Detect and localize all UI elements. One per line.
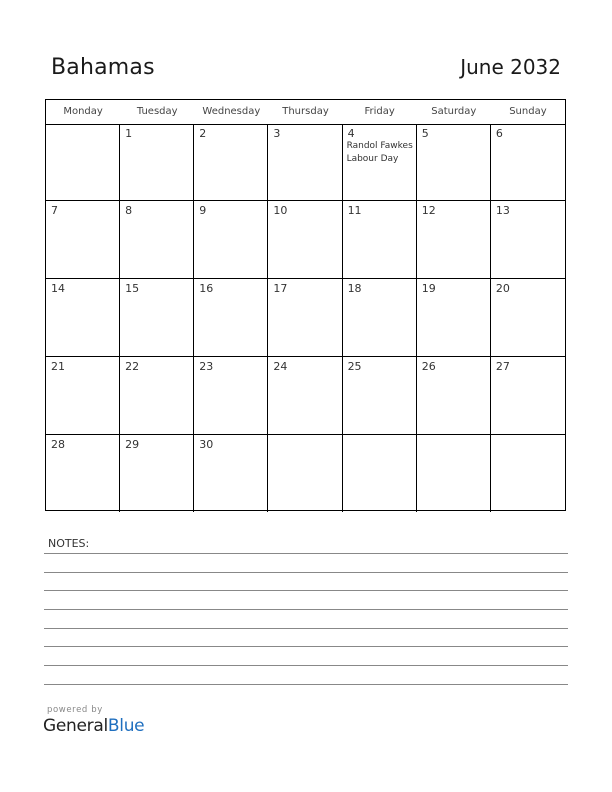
weekday-sunday: Sunday <box>509 106 547 117</box>
day-number: 12 <box>421 204 436 217</box>
calendar-country-title: Bahamas <box>51 55 155 80</box>
notes-line <box>44 572 568 573</box>
day-cell <box>491 357 565 435</box>
day-number: 14 <box>51 282 65 295</box>
day-number: 9 <box>199 204 207 217</box>
day-number: 4 <box>347 127 355 140</box>
day-number: 18 <box>347 282 362 295</box>
day-number: 26 <box>421 360 436 373</box>
day-cell <box>417 357 491 435</box>
day-cell <box>417 201 491 279</box>
day-number: 3 <box>273 127 281 140</box>
day-cell <box>46 357 120 435</box>
day-cell <box>343 357 417 435</box>
weekday-saturday: Saturday <box>431 106 477 117</box>
day-number: 17 <box>273 282 288 295</box>
day-cell <box>120 124 194 201</box>
day-number: 13 <box>495 204 510 217</box>
notes-line <box>44 553 568 554</box>
holiday-event: Randol Fawkes Labour Day <box>346 141 413 164</box>
generalblue-logo <box>43 716 144 736</box>
calendar-month-year: June 2032 <box>460 55 561 79</box>
calendar-days <box>46 124 565 510</box>
day-cell <box>491 124 565 201</box>
day-number: 7 <box>51 204 58 217</box>
day-cell <box>120 201 194 279</box>
day-cell <box>491 279 565 357</box>
day-number: 29 <box>125 438 140 451</box>
day-number: 5 <box>421 127 429 140</box>
day-number: 24 <box>273 360 288 373</box>
day-number: 30 <box>199 438 214 451</box>
day-cell <box>120 435 194 512</box>
day-cell <box>343 435 417 512</box>
day-cell <box>417 124 491 201</box>
weekday-monday: Monday <box>63 106 103 117</box>
day-cell <box>120 279 194 357</box>
day-cell <box>268 201 342 279</box>
day-cell <box>268 124 342 201</box>
day-number: 25 <box>347 360 362 373</box>
day-cell <box>120 357 194 435</box>
day-cell <box>194 124 268 201</box>
day-cell <box>46 435 120 512</box>
day-cell <box>343 201 417 279</box>
day-cell <box>343 279 417 357</box>
day-cell <box>491 201 565 279</box>
notes-line <box>44 609 568 610</box>
notes-label: NOTES: <box>48 537 90 550</box>
day-cell <box>417 279 491 357</box>
day-cell <box>417 435 491 512</box>
day-cell <box>194 435 268 512</box>
notes-line <box>44 628 568 629</box>
day-cell <box>46 124 120 201</box>
day-number: 2 <box>199 127 207 140</box>
day-number: 22 <box>125 360 140 373</box>
brand-general: General <box>43 716 108 736</box>
weekday-header-row <box>46 100 565 125</box>
notes-line <box>44 590 568 591</box>
day-number: 23 <box>199 360 214 373</box>
day-number: 27 <box>495 360 510 373</box>
day-number: 15 <box>125 282 140 295</box>
day-cell <box>343 124 417 201</box>
day-number: 8 <box>125 204 133 217</box>
day-cell <box>194 279 268 357</box>
notes-line <box>44 665 568 666</box>
powered-by-text: powered by <box>47 705 103 715</box>
calendar-grid <box>45 99 566 511</box>
day-cell <box>268 279 342 357</box>
notes-line <box>44 646 568 647</box>
day-number: 6 <box>495 127 503 140</box>
day-number: 20 <box>495 282 510 295</box>
day-cell <box>491 435 565 512</box>
weekday-tuesday: Tuesday <box>136 106 178 117</box>
weekday-thursday: Thursday <box>282 106 329 117</box>
day-cell <box>46 279 120 357</box>
day-cell <box>46 201 120 279</box>
day-number: 28 <box>51 438 65 451</box>
day-cell <box>194 201 268 279</box>
weekday-friday: Friday <box>364 106 395 117</box>
day-number: 10 <box>273 204 288 217</box>
day-number: 1 <box>125 127 133 140</box>
day-number: 21 <box>51 360 65 373</box>
day-cell <box>194 357 268 435</box>
day-number: 11 <box>347 204 362 217</box>
day-number: 16 <box>199 282 214 295</box>
day-cell <box>268 357 342 435</box>
day-number: 19 <box>421 282 436 295</box>
brand-blue: Blue <box>107 716 145 736</box>
weekday-wednesday: Wednesday <box>202 106 261 117</box>
notes-line <box>44 684 568 685</box>
day-cell <box>268 435 342 512</box>
